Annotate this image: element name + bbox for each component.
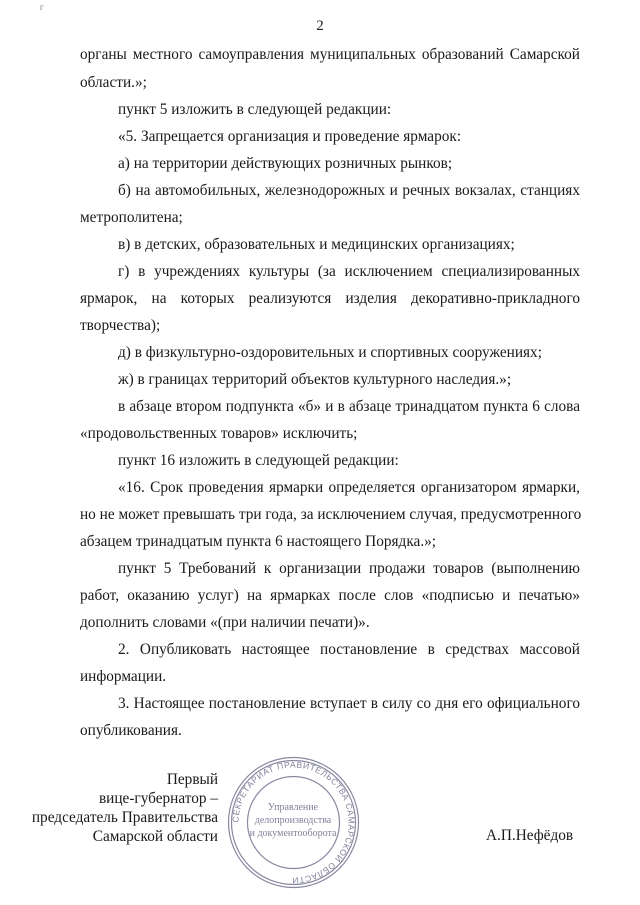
text-line: творчества); bbox=[80, 317, 161, 334]
text-line: пункт 5 Требований к организации продажи товаров (выполнению bbox=[118, 560, 580, 577]
seal-outer-text: СЕКРЕТАРИАТ ПРАВИТЕЛЬСТВА САМАРСКОЙ ОБЛАСТИ bbox=[230, 759, 357, 886]
text-line: области.»; bbox=[80, 74, 147, 91]
text-line: информации. bbox=[80, 668, 167, 685]
margin-mark: г bbox=[40, 2, 44, 12]
text-line: пункт 16 изложить в следующей редакции: bbox=[118, 452, 399, 469]
signatory-title-line: Самарской области bbox=[92, 828, 218, 845]
text-line: пункт 5 изложить в следующей редакции: bbox=[118, 101, 392, 118]
seal-inner-line: делопроизводства bbox=[254, 815, 332, 826]
page-number: 2 bbox=[316, 18, 324, 34]
text-line: в абзаце втором подпункта «б» и в абзаце тринадцатом пункта 6 слова bbox=[118, 398, 580, 415]
signatory-title-line: Первый bbox=[166, 771, 218, 788]
text-line: «16. Срок проведения ярмарки определяется организатором ярмарки, bbox=[118, 479, 580, 496]
text-line: г) в учреждениях культуры (за исключением специализированных bbox=[118, 263, 580, 280]
text-line: ярмарок, на которых реализуются изделия декоративно-прикладного bbox=[80, 290, 580, 307]
seal-inner-line: Управление bbox=[267, 802, 319, 813]
text-line: дополнить словами «(при наличии печати)». bbox=[80, 614, 370, 631]
signatory-title bbox=[32, 770, 218, 846]
text-line: 2. Опубликовать настоящее постановление в средствах массовой bbox=[118, 641, 580, 658]
text-line: б) на автомобильных, железнодорожных и речных вокзалах, станциях bbox=[118, 182, 580, 199]
signatory-name: А.П.Нефёдов bbox=[486, 827, 574, 844]
text-line: работ, оказанию услуг) на ярмарках после слов «подписью и печатью» bbox=[80, 587, 580, 604]
text-line: опубликования. bbox=[80, 722, 182, 739]
text-line: д) в физкультурно-оздоровительных и спортивных сооружениях; bbox=[118, 344, 542, 361]
text-line: а) на территории действующих розничных рынков; bbox=[118, 155, 453, 172]
text-line: «продовольственных товаров» исключить; bbox=[80, 425, 358, 442]
text-line: в) в детских, образовательных и медицинских организациях; bbox=[118, 236, 515, 253]
text-line: 3. Настоящее постановление вступает в силу со дня его официального bbox=[118, 695, 580, 712]
signatory-title-line: вице-губернатор – bbox=[98, 790, 218, 807]
text-line: метрополитена; bbox=[80, 209, 183, 226]
text-line: «5. Запрещается организация и проведение ярмарок: bbox=[118, 128, 462, 145]
text-line: но не может превышать три года, за исключением случая, предусмотренного bbox=[80, 506, 582, 523]
text-line: органы местного самоуправления муниципальных образований Самарской bbox=[80, 46, 580, 63]
official-seal bbox=[226, 755, 361, 890]
text-line: ж) в границах территорий объектов культурного наследия.»; bbox=[118, 371, 512, 388]
signatory-title-line: председатель Правительства bbox=[31, 809, 218, 826]
seal-inner-line: и документооборота bbox=[249, 828, 337, 839]
text-line: абзацем тринадцатым пункта 6 настоящего Порядка.»; bbox=[80, 533, 437, 550]
